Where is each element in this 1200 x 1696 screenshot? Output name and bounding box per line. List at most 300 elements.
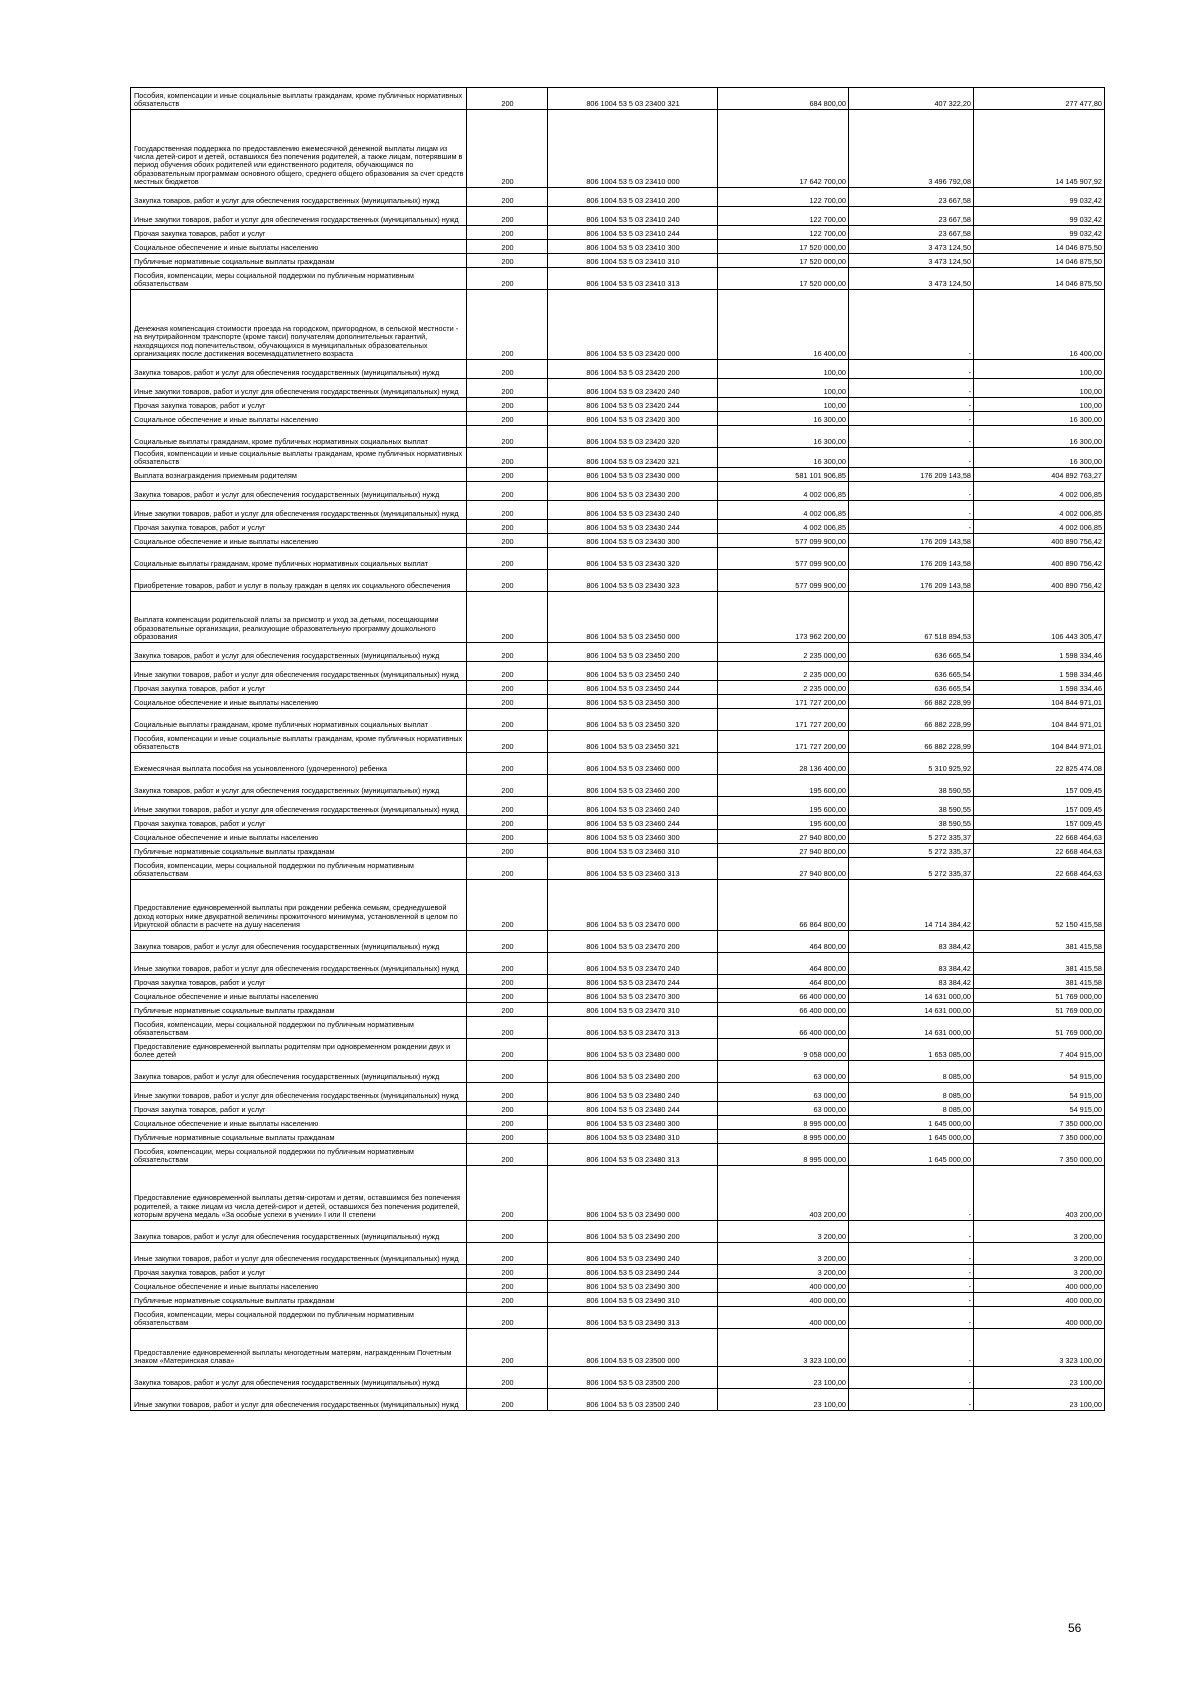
row-executed: 66 882 228,99 <box>849 731 974 753</box>
table-row <box>131 379 1105 398</box>
row-line-code: 200 <box>467 1293 548 1307</box>
row-executed: - <box>849 520 974 534</box>
row-name: Прочая закупка товаров, работ и услуг <box>131 681 467 695</box>
row-unexecuted: 7 404 915,00 <box>974 1039 1105 1061</box>
row-executed: - <box>849 1166 974 1221</box>
table-row <box>131 240 1105 254</box>
row-unexecuted: 3 200,00 <box>974 1221 1105 1243</box>
row-unexecuted: 3 200,00 <box>974 1243 1105 1265</box>
table-row <box>131 1367 1105 1389</box>
row-approved: 66 400 000,00 <box>718 1003 849 1017</box>
row-line-code: 200 <box>467 110 548 188</box>
row-name: Иные закупки товаров, работ и услуг для обеспечения государственных (муниципальных) нужд <box>131 379 467 398</box>
row-line-code: 200 <box>467 290 548 360</box>
row-name: Прочая закупка товаров, работ и услуг <box>131 226 467 240</box>
table-row <box>131 1307 1105 1329</box>
row-executed: - <box>849 412 974 426</box>
row-unexecuted: 104 844 971,01 <box>974 709 1105 731</box>
row-budget-code: 806 1004 53 5 03 23460 244 <box>548 816 718 830</box>
row-budget-code: 806 1004 53 5 03 23480 313 <box>548 1144 718 1166</box>
row-executed: 3 473 124,50 <box>849 268 974 290</box>
row-name: Выплата компенсации родительской платы за присмотр и уход за детьми, посещающими образовательные организации, реализующие образовательную программу дошкольного образования <box>131 592 467 643</box>
row-budget-code: 806 1004 53 5 03 23460 200 <box>548 775 718 797</box>
row-unexecuted: 52 150 415,58 <box>974 880 1105 931</box>
row-line-code: 200 <box>467 534 548 548</box>
row-name: Социальное обеспечение и иные выплаты населению <box>131 1116 467 1130</box>
table-row <box>131 731 1105 753</box>
row-name: Пособия, компенсации, меры социальной поддержки по публичным нормативным обязательствам <box>131 858 467 880</box>
row-executed: 3 473 124,50 <box>849 240 974 254</box>
row-line-code: 200 <box>467 468 548 482</box>
row-executed: - <box>849 360 974 379</box>
row-executed: 407 322,20 <box>849 88 974 110</box>
row-approved: 16 300,00 <box>718 448 849 468</box>
row-budget-code: 806 1004 53 5 03 23430 200 <box>548 482 718 501</box>
row-name: Публичные нормативные социальные выплаты гражданам <box>131 1293 467 1307</box>
row-executed: 23 667,58 <box>849 207 974 226</box>
row-executed: 83 384,42 <box>849 953 974 975</box>
row-executed: 1 653 085,00 <box>849 1039 974 1061</box>
row-approved: 195 600,00 <box>718 816 849 830</box>
row-unexecuted: 16 300,00 <box>974 426 1105 448</box>
table-row <box>131 254 1105 268</box>
row-executed: 14 714 384,42 <box>849 880 974 931</box>
row-unexecuted: 99 032,42 <box>974 188 1105 207</box>
row-budget-code: 806 1004 53 5 03 23500 200 <box>548 1367 718 1389</box>
table-row <box>131 1083 1105 1102</box>
row-name: Публичные нормативные социальные выплаты гражданам <box>131 844 467 858</box>
row-name: Ежемесячная выплата пособия на усыновленного (удочеренного) ребенка <box>131 753 467 775</box>
row-executed: - <box>849 1279 974 1293</box>
row-executed: 83 384,42 <box>849 975 974 989</box>
row-unexecuted: 23 100,00 <box>974 1389 1105 1411</box>
row-approved: 400 000,00 <box>718 1279 849 1293</box>
row-line-code: 200 <box>467 268 548 290</box>
table-row <box>131 482 1105 501</box>
row-unexecuted: 104 844 971,01 <box>974 731 1105 753</box>
row-budget-code: 806 1004 53 5 03 23430 244 <box>548 520 718 534</box>
row-executed: 176 209 143,58 <box>849 570 974 592</box>
row-budget-code: 806 1004 53 5 03 23470 300 <box>548 989 718 1003</box>
row-approved: 122 700,00 <box>718 207 849 226</box>
table-row <box>131 1061 1105 1083</box>
row-approved: 684 800,00 <box>718 88 849 110</box>
row-approved: 9 058 000,00 <box>718 1039 849 1061</box>
table-row <box>131 931 1105 953</box>
row-name: Закупка товаров, работ и услуг для обеспечения государственных (муниципальных) нужд <box>131 1061 467 1083</box>
row-approved: 122 700,00 <box>718 226 849 240</box>
row-approved: 2 235 000,00 <box>718 681 849 695</box>
row-name: Иные закупки товаров, работ и услуг для обеспечения государственных (муниципальных) нужд <box>131 1243 467 1265</box>
row-line-code: 200 <box>467 1116 548 1130</box>
row-approved: 63 000,00 <box>718 1061 849 1083</box>
row-line-code: 200 <box>467 548 548 570</box>
row-unexecuted: 22 825 474,08 <box>974 753 1105 775</box>
row-line-code: 200 <box>467 1389 548 1411</box>
row-budget-code: 806 1004 53 5 03 23490 310 <box>548 1293 718 1307</box>
row-approved: 17 520 000,00 <box>718 268 849 290</box>
row-executed: 636 665,54 <box>849 681 974 695</box>
row-executed: 8 085,00 <box>849 1083 974 1102</box>
row-name: Социальные выплаты гражданам, кроме публичных нормативных социальных выплат <box>131 709 467 731</box>
table-row <box>131 753 1105 775</box>
row-approved: 27 940 800,00 <box>718 844 849 858</box>
row-name: Пособия, компенсации и иные социальные выплаты гражданам, кроме публичных нормативных обязательств <box>131 448 467 468</box>
row-line-code: 200 <box>467 931 548 953</box>
table-row <box>131 989 1105 1003</box>
row-executed: 38 590,55 <box>849 816 974 830</box>
row-unexecuted: 100,00 <box>974 398 1105 412</box>
table-row <box>131 681 1105 695</box>
row-unexecuted: 3 200,00 <box>974 1265 1105 1279</box>
row-approved: 100,00 <box>718 379 849 398</box>
row-approved: 581 101 906,85 <box>718 468 849 482</box>
table-body <box>131 88 1105 1411</box>
row-name: Закупка товаров, работ и услуг для обеспечения государственных (муниципальных) нужд <box>131 1367 467 1389</box>
row-name: Социальное обеспечение и иные выплаты населению <box>131 1279 467 1293</box>
row-line-code: 200 <box>467 448 548 468</box>
row-executed: 176 209 143,58 <box>849 534 974 548</box>
row-name: Приобретение товаров, работ и услуг в пользу граждан в целях их социального обеспечения <box>131 570 467 592</box>
row-approved: 173 962 200,00 <box>718 592 849 643</box>
row-unexecuted: 381 415,58 <box>974 975 1105 989</box>
row-line-code: 200 <box>467 1083 548 1102</box>
row-name: Пособия, компенсации, меры социальной поддержки по публичным нормативным обязательствам <box>131 268 467 290</box>
row-executed: - <box>849 379 974 398</box>
row-executed: 3 473 124,50 <box>849 254 974 268</box>
row-approved: 23 100,00 <box>718 1367 849 1389</box>
row-executed: 1 645 000,00 <box>849 1116 974 1130</box>
row-line-code: 200 <box>467 570 548 592</box>
table-row <box>131 709 1105 731</box>
row-name: Предоставление единовременной выплаты многодетным матерям, награжденным Почетным знаком «Материнская слава» <box>131 1329 467 1367</box>
row-name: Пособия, компенсации, меры социальной поддержки по публичным нормативным обязательствам <box>131 1307 467 1329</box>
row-name: Публичные нормативные социальные выплаты гражданам <box>131 1130 467 1144</box>
row-name: Пособия, компенсации и иные социальные выплаты гражданам, кроме публичных нормативных обязательств <box>131 731 467 753</box>
page-number: 56 <box>1068 1621 1082 1635</box>
row-approved: 2 235 000,00 <box>718 662 849 681</box>
row-budget-code: 806 1004 53 5 03 23450 300 <box>548 695 718 709</box>
row-budget-code: 806 1004 53 5 03 23460 300 <box>548 830 718 844</box>
row-line-code: 200 <box>467 1329 548 1367</box>
row-unexecuted: 381 415,58 <box>974 931 1105 953</box>
row-unexecuted: 16 300,00 <box>974 448 1105 468</box>
row-approved: 66 400 000,00 <box>718 1017 849 1039</box>
row-approved: 403 200,00 <box>718 1166 849 1221</box>
row-approved: 28 136 400,00 <box>718 753 849 775</box>
row-unexecuted: 22 668 464,63 <box>974 858 1105 880</box>
row-approved: 464 800,00 <box>718 931 849 953</box>
row-budget-code: 806 1004 53 5 03 23460 310 <box>548 844 718 858</box>
table-row <box>131 1003 1105 1017</box>
row-executed: 8 085,00 <box>849 1061 974 1083</box>
row-executed: - <box>849 482 974 501</box>
row-line-code: 200 <box>467 482 548 501</box>
table-row <box>131 501 1105 520</box>
row-budget-code: 806 1004 53 5 03 23420 240 <box>548 379 718 398</box>
row-line-code: 200 <box>467 360 548 379</box>
row-name: Социальное обеспечение и иные выплаты населению <box>131 830 467 844</box>
row-executed: 1 645 000,00 <box>849 1144 974 1166</box>
row-unexecuted: 1 598 334,46 <box>974 681 1105 695</box>
row-executed: 83 384,42 <box>849 931 974 953</box>
table-row <box>131 1039 1105 1061</box>
row-budget-code: 806 1004 53 5 03 23500 240 <box>548 1389 718 1411</box>
row-line-code: 200 <box>467 681 548 695</box>
row-approved: 122 700,00 <box>718 188 849 207</box>
row-executed: - <box>849 1243 974 1265</box>
table-row <box>131 880 1105 931</box>
row-unexecuted: 403 200,00 <box>974 1166 1105 1221</box>
row-unexecuted: 51 769 000,00 <box>974 1017 1105 1039</box>
row-unexecuted: 104 844 971,01 <box>974 695 1105 709</box>
table-row <box>131 844 1105 858</box>
row-name: Социальное обеспечение и иные выплаты населению <box>131 240 467 254</box>
table-row <box>131 816 1105 830</box>
row-line-code: 200 <box>467 1102 548 1116</box>
row-budget-code: 806 1004 53 5 03 23490 244 <box>548 1265 718 1279</box>
row-approved: 195 600,00 <box>718 797 849 816</box>
row-name: Иные закупки товаров, работ и услуг для обеспечения государственных (муниципальных) нужд <box>131 1389 467 1411</box>
row-unexecuted: 3 323 100,00 <box>974 1329 1105 1367</box>
table-row <box>131 520 1105 534</box>
row-budget-code: 806 1004 53 5 03 23480 000 <box>548 1039 718 1061</box>
row-executed: 67 518 894,53 <box>849 592 974 643</box>
table-row <box>131 1221 1105 1243</box>
row-executed: 23 667,58 <box>849 226 974 240</box>
row-name: Предоставление единовременной выплаты родителям при одновременном рождении двух и более детей <box>131 1039 467 1061</box>
row-line-code: 200 <box>467 662 548 681</box>
row-line-code: 200 <box>467 695 548 709</box>
table-row <box>131 412 1105 426</box>
row-unexecuted: 404 892 763,27 <box>974 468 1105 482</box>
row-line-code: 200 <box>467 1166 548 1221</box>
row-approved: 8 995 000,00 <box>718 1130 849 1144</box>
row-executed: 176 209 143,58 <box>849 468 974 482</box>
row-unexecuted: 157 009,45 <box>974 775 1105 797</box>
row-unexecuted: 100,00 <box>974 360 1105 379</box>
row-line-code: 200 <box>467 254 548 268</box>
row-approved: 3 323 100,00 <box>718 1329 849 1367</box>
row-unexecuted: 14 046 875,50 <box>974 268 1105 290</box>
row-unexecuted: 16 400,00 <box>974 290 1105 360</box>
row-name: Социальные выплаты гражданам, кроме публичных нормативных социальных выплат <box>131 548 467 570</box>
row-name: Закупка товаров, работ и услуг для обеспечения государственных (муниципальных) нужд <box>131 1221 467 1243</box>
row-executed: 14 631 000,00 <box>849 1003 974 1017</box>
row-executed: - <box>849 1367 974 1389</box>
row-unexecuted: 14 046 875,50 <box>974 254 1105 268</box>
row-name: Закупка товаров, работ и услуг для обеспечения государственных (муниципальных) нужд <box>131 775 467 797</box>
row-unexecuted: 22 668 464,63 <box>974 830 1105 844</box>
row-name: Иные закупки товаров, работ и услуг для обеспечения государственных (муниципальных) нужд <box>131 1083 467 1102</box>
row-line-code: 200 <box>467 1367 548 1389</box>
row-approved: 171 727 200,00 <box>718 731 849 753</box>
row-line-code: 200 <box>467 1039 548 1061</box>
row-unexecuted: 54 915,00 <box>974 1083 1105 1102</box>
table-row <box>131 448 1105 468</box>
row-budget-code: 806 1004 53 5 03 23480 200 <box>548 1061 718 1083</box>
table-row <box>131 592 1105 643</box>
table-row <box>131 1389 1105 1411</box>
row-executed: 1 645 000,00 <box>849 1130 974 1144</box>
row-approved: 17 520 000,00 <box>718 254 849 268</box>
row-executed: - <box>849 1265 974 1279</box>
row-line-code: 200 <box>467 1017 548 1039</box>
row-budget-code: 806 1004 53 5 03 23470 240 <box>548 953 718 975</box>
table-row <box>131 426 1105 448</box>
row-name: Иные закупки товаров, работ и услуг для обеспечения государственных (муниципальных) нужд <box>131 207 467 226</box>
row-budget-code: 806 1004 53 5 03 23410 244 <box>548 226 718 240</box>
row-line-code: 200 <box>467 426 548 448</box>
row-unexecuted: 400 000,00 <box>974 1307 1105 1329</box>
table-row <box>131 534 1105 548</box>
row-line-code: 200 <box>467 858 548 880</box>
table-row <box>131 643 1105 662</box>
row-budget-code: 806 1004 53 5 03 23470 313 <box>548 1017 718 1039</box>
row-executed: 38 590,55 <box>849 775 974 797</box>
row-approved: 63 000,00 <box>718 1083 849 1102</box>
row-approved: 8 995 000,00 <box>718 1116 849 1130</box>
row-unexecuted: 7 350 000,00 <box>974 1116 1105 1130</box>
row-approved: 16 300,00 <box>718 412 849 426</box>
row-approved: 577 099 900,00 <box>718 570 849 592</box>
row-budget-code: 806 1004 53 5 03 23450 000 <box>548 592 718 643</box>
table-row <box>131 398 1105 412</box>
table-row <box>131 830 1105 844</box>
row-approved: 464 800,00 <box>718 953 849 975</box>
row-line-code: 200 <box>467 753 548 775</box>
row-approved: 66 400 000,00 <box>718 989 849 1003</box>
row-line-code: 200 <box>467 520 548 534</box>
row-budget-code: 806 1004 53 5 03 23430 320 <box>548 548 718 570</box>
row-budget-code: 806 1004 53 5 03 23420 200 <box>548 360 718 379</box>
row-executed: - <box>849 448 974 468</box>
row-name: Закупка товаров, работ и услуг для обеспечения государственных (муниципальных) нужд <box>131 931 467 953</box>
row-budget-code: 806 1004 53 5 03 23410 200 <box>548 188 718 207</box>
row-unexecuted: 157 009,45 <box>974 797 1105 816</box>
row-budget-code: 806 1004 53 5 03 23480 244 <box>548 1102 718 1116</box>
row-approved: 63 000,00 <box>718 1102 849 1116</box>
row-budget-code: 806 1004 53 5 03 23400 321 <box>548 88 718 110</box>
row-approved: 8 995 000,00 <box>718 1144 849 1166</box>
row-name: Прочая закупка товаров, работ и услуг <box>131 975 467 989</box>
table-row <box>131 570 1105 592</box>
row-executed: - <box>849 1293 974 1307</box>
row-unexecuted: 22 668 464,63 <box>974 844 1105 858</box>
table-row <box>131 268 1105 290</box>
table-row <box>131 468 1105 482</box>
table-row <box>131 975 1105 989</box>
row-unexecuted: 54 915,00 <box>974 1061 1105 1083</box>
row-line-code: 200 <box>467 240 548 254</box>
row-executed: - <box>849 1221 974 1243</box>
row-name: Пособия, компенсации и иные социальные выплаты гражданам, кроме публичных нормативных обязательств <box>131 88 467 110</box>
budget-execution-table <box>130 87 1105 1411</box>
row-budget-code: 806 1004 53 5 03 23410 000 <box>548 110 718 188</box>
row-line-code: 200 <box>467 188 548 207</box>
row-budget-code: 806 1004 53 5 03 23450 240 <box>548 662 718 681</box>
row-name: Социальное обеспечение и иные выплаты населению <box>131 412 467 426</box>
table-row <box>131 226 1105 240</box>
row-approved: 3 200,00 <box>718 1243 849 1265</box>
row-budget-code: 806 1004 53 5 03 23420 300 <box>548 412 718 426</box>
row-budget-code: 806 1004 53 5 03 23500 000 <box>548 1329 718 1367</box>
row-budget-code: 806 1004 53 5 03 23470 244 <box>548 975 718 989</box>
row-line-code: 200 <box>467 731 548 753</box>
row-executed: 636 665,54 <box>849 662 974 681</box>
row-approved: 400 000,00 <box>718 1307 849 1329</box>
row-unexecuted: 400 890 756,42 <box>974 548 1105 570</box>
row-line-code: 200 <box>467 398 548 412</box>
row-name: Иные закупки товаров, работ и услуг для обеспечения государственных (муниципальных) нужд <box>131 797 467 816</box>
table-row <box>131 797 1105 816</box>
row-unexecuted: 106 443 305,47 <box>974 592 1105 643</box>
row-approved: 4 002 006,85 <box>718 501 849 520</box>
row-unexecuted: 400 000,00 <box>974 1293 1105 1307</box>
row-line-code: 200 <box>467 226 548 240</box>
row-unexecuted: 14 145 907,92 <box>974 110 1105 188</box>
row-line-code: 200 <box>467 592 548 643</box>
row-executed: - <box>849 290 974 360</box>
row-approved: 4 002 006,85 <box>718 520 849 534</box>
row-name: Денежная компенсация стоимости проезда на городском, пригородном, в сельской местности - на внутрирайонном транспорте (кроме такси) получателям дополнительных гарантий, находящихся под попечительством, обучающихся в муниципальных образовательных организациях после достижения восемнадцатилетнего возраста <box>131 290 467 360</box>
row-budget-code: 806 1004 53 5 03 23410 240 <box>548 207 718 226</box>
row-budget-code: 806 1004 53 5 03 23490 000 <box>548 1166 718 1221</box>
row-approved: 400 000,00 <box>718 1293 849 1307</box>
row-budget-code: 806 1004 53 5 03 23460 000 <box>548 753 718 775</box>
row-name: Прочая закупка товаров, работ и услуг <box>131 1102 467 1116</box>
row-name: Прочая закупка товаров, работ и услуг <box>131 816 467 830</box>
row-executed: 5 310 925,92 <box>849 753 974 775</box>
row-approved: 100,00 <box>718 360 849 379</box>
row-name: Предоставление единовременной выплаты при рождении ребенка семьям, среднедушевой доход которых ниже двукратной величины прожиточного минимума, установленной в целом по Иркутской области в расчете на душу населения <box>131 880 467 931</box>
row-budget-code: 806 1004 53 5 03 23410 313 <box>548 268 718 290</box>
row-unexecuted: 400 000,00 <box>974 1279 1105 1293</box>
row-budget-code: 806 1004 53 5 03 23450 321 <box>548 731 718 753</box>
row-unexecuted: 4 002 006,85 <box>974 501 1105 520</box>
row-approved: 3 200,00 <box>718 1221 849 1243</box>
row-line-code: 200 <box>467 989 548 1003</box>
row-name: Прочая закупка товаров, работ и услуг <box>131 520 467 534</box>
row-name: Публичные нормативные социальные выплаты гражданам <box>131 254 467 268</box>
row-line-code: 200 <box>467 1279 548 1293</box>
row-budget-code: 806 1004 53 5 03 23410 310 <box>548 254 718 268</box>
row-line-code: 200 <box>467 207 548 226</box>
row-executed: 176 209 143,58 <box>849 548 974 570</box>
table-row <box>131 1116 1105 1130</box>
row-name: Иные закупки товаров, работ и услуг для обеспечения государственных (муниципальных) нужд <box>131 662 467 681</box>
table-row <box>131 360 1105 379</box>
row-line-code: 200 <box>467 880 548 931</box>
row-budget-code: 806 1004 53 5 03 23470 000 <box>548 880 718 931</box>
row-executed: - <box>849 1329 974 1367</box>
row-line-code: 200 <box>467 844 548 858</box>
row-executed: 3 496 792,08 <box>849 110 974 188</box>
row-executed: 5 272 335,37 <box>849 830 974 844</box>
row-line-code: 200 <box>467 1144 548 1166</box>
row-executed: 66 882 228,99 <box>849 695 974 709</box>
row-line-code: 200 <box>467 797 548 816</box>
table-row <box>131 1243 1105 1265</box>
table-row <box>131 1329 1105 1367</box>
row-name: Закупка товаров, работ и услуг для обеспечения государственных (муниципальных) нужд <box>131 360 467 379</box>
row-unexecuted: 51 769 000,00 <box>974 1003 1105 1017</box>
table-row <box>131 1130 1105 1144</box>
row-name: Социальное обеспечение и иные выплаты населению <box>131 989 467 1003</box>
table-row <box>131 775 1105 797</box>
row-line-code: 200 <box>467 643 548 662</box>
row-executed: - <box>849 398 974 412</box>
